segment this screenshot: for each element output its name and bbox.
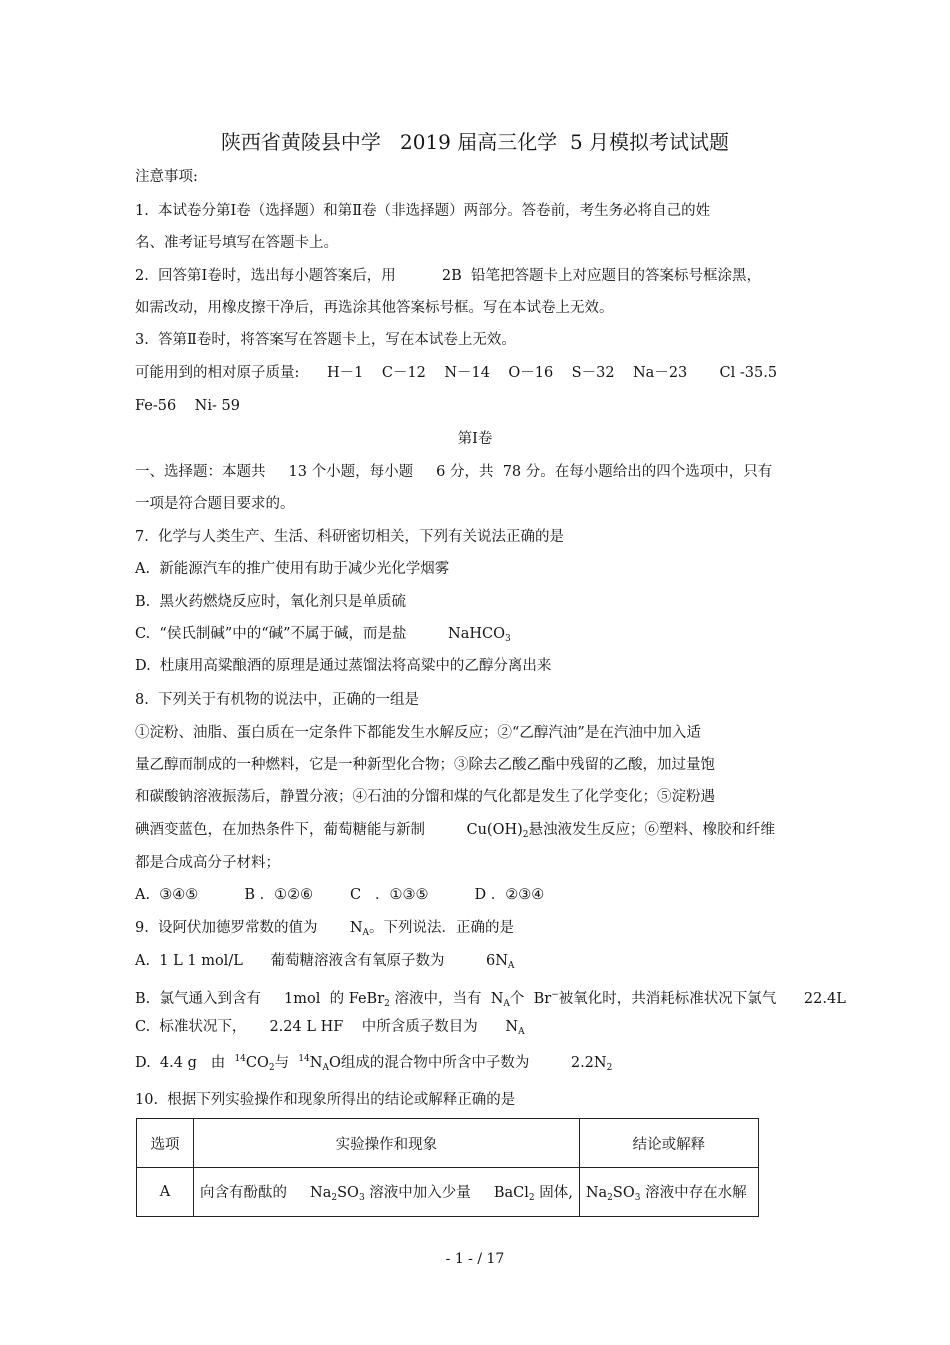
question-9-option-c: C. 标准状况下， 2.24 L HF 中所含质子数目为 $N_A$ xyxy=(135,1019,525,1037)
question-10-stem: 10. 根据下列实验操作和现象所得出的结论或解释正确的是 xyxy=(135,1092,516,1108)
table-header-cell: 实验操作和现象 xyxy=(194,1119,580,1168)
notice-3: 3. 答第Ⅱ卷时，将答案写在答题卡上，写在本试卷上无效。 xyxy=(135,332,516,348)
question-7-stem: 7. 化学与人类生产、生活、科研密切相关，下列有关说法正确的是 xyxy=(135,529,565,545)
notice-1-line-2: 名、准考证号填写在答题卡上。 xyxy=(135,235,338,251)
question-8-line-2: 量乙醇而制成的一种燃料，它是一种新型化合物；③除去乙酸乙酯中残留的乙酸，加过量饱 xyxy=(135,757,715,773)
table-header-cell: 选项 xyxy=(137,1119,194,1168)
question-9-option-a: A. 1 L 1 mol/L 葡萄糖溶液含有氧原子数为 $6N_A$ xyxy=(135,953,515,971)
section-intro-line-2: 一项是符合题目要求的。 xyxy=(135,496,295,512)
question-9-option-d: D. 4.4 g 由 $^{14}CO_2$与 $^{14}N_AO$组成的混合物中所含中子数为 $2.2N_2$ xyxy=(135,1054,613,1073)
atomic-mass-line-1: 可能用到的相对原子质量: H－1 C－12 N－14 O－16 S－32 Na－23 Cl -35.5 xyxy=(135,365,778,381)
question-8-line-3: 和碳酸钠溶液振荡后，静置分液；④石油的分馏和煤的气化都是发生了化学变化；⑤淀粉遇 xyxy=(135,789,715,805)
notice-2-line-2: 如需改动，用橡皮擦干净后，再选涂其他答案标号框。写在本试卷上无效。 xyxy=(135,300,614,316)
table-cell-conclusion: $Na_2SO_3$ 溶液中存在水解 xyxy=(579,1168,758,1217)
notice-2-line-1: 2. 回答第Ⅰ卷时，选出每小题答案后，用 2B 铅笔把答题卡上对应题目的答案标号框涂黑， xyxy=(135,268,761,284)
question-8-line-1: ①淀粉、油脂、蛋白质在一定条件下都能发生水解反应；②“乙醇汽油”是在汽油中加入适 xyxy=(135,725,701,741)
section-heading: 第Ⅰ卷 xyxy=(457,431,493,447)
question-10-table xyxy=(136,1118,759,1217)
table-cell-operation: 向含有酚酞的 $Na_2SO_3$ 溶液中加入少量 BaCl$_2$ 固体, xyxy=(194,1168,580,1217)
section-intro-line-1: 一、选择题：本题共 13 个小题，每小题 6 分，共 78 分。在每小题给出的四个选项中，只有 xyxy=(135,464,773,480)
table-row xyxy=(137,1168,759,1217)
atomic-mass-line-2: Fe-56 Ni- 59 xyxy=(135,398,240,414)
table-header-cell: 结论或解释 xyxy=(579,1119,758,1168)
question-8-options: A. ③④⑤ B ．①②⑥ C ．①③⑤ D ．②③④ xyxy=(135,887,545,903)
table-cell-option: A xyxy=(137,1168,194,1217)
question-7-option-b: B. 黑火药燃烧反应时，氧化剂只是单质硫 xyxy=(135,594,406,610)
question-9-stem: 9. 设阿伏加德罗常数的值为 $N_A$。下列说法．正确的是 xyxy=(135,920,515,938)
table-header-row xyxy=(137,1119,759,1168)
document-title: 陕西省黄陵县中学 2019 届高三化学 5 月模拟考试试题 xyxy=(220,130,730,154)
notice-heading: 注意事项: xyxy=(135,169,198,185)
question-8-line-5: 都是合成高分子材料； xyxy=(135,855,280,871)
question-7-option-d: D. 杜康用高粱酿酒的原理是通过蒸馏法将高粱中的乙醇分离出来 xyxy=(135,658,552,674)
question-7-option-a: A. 新能源汽车的推广使用有助于减少光化学烟雾 xyxy=(135,561,450,577)
question-9-option-b: B. 氯气通入到含有 1mol 的 FeBr$_2$ 溶液中，当有 $N_A$个 Br−被氧化时，共消耗标准状况下氯气 22.4L xyxy=(135,990,846,1009)
notice-1-line-1: 1. 本试卷分第Ⅰ卷（选择题）和第Ⅱ卷（非选择题）两部分。答卷前，考生务必将自己的姓 xyxy=(135,203,711,219)
question-8-line-4: 碘酒变蓝色，在加热条件下，葡萄糖能与新制 $Cu(OH)_2$悬浊液发生反应；⑥塑料、橡胶和纤维 xyxy=(135,822,775,840)
question-7-option-c: C. “侯氏制碱”中的“碱”不属于碱，而是盐 NaHCO$_3$ xyxy=(135,626,511,644)
page-number: - 1 - / 17 xyxy=(445,1251,505,1267)
question-8-stem: 8. 下列关于有机物的说法中，正确的一组是 xyxy=(135,692,420,708)
